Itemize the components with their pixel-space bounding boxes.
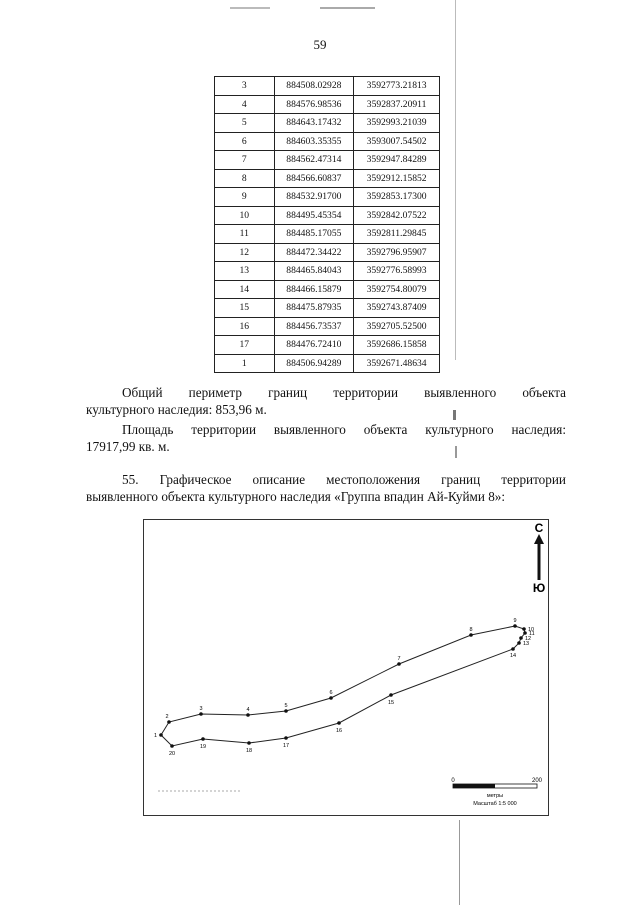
table-row bbox=[215, 132, 440, 151]
vertex-label: 16 bbox=[335, 728, 343, 734]
vertex-label: 19 bbox=[199, 744, 207, 750]
section-heading-line2: выявленного объекта культурного наследия «Группа впадин Ай-Куйми 8»: bbox=[86, 489, 506, 504]
table-row bbox=[215, 243, 440, 262]
perimeter-text-line1: Общий периметр границ территории выявленного объекта bbox=[122, 385, 566, 400]
boundary-vertex bbox=[167, 720, 171, 724]
x-coordinate-cell: 884465.84043 bbox=[274, 262, 354, 281]
boundary-vertex bbox=[337, 721, 341, 725]
y-coordinate-cell: 3592743.87409 bbox=[354, 299, 440, 318]
boundary-vertices bbox=[154, 618, 535, 757]
table-row bbox=[215, 225, 440, 244]
vertex-label: 15 bbox=[387, 700, 395, 706]
x-coordinate-cell: 884476.72410 bbox=[274, 336, 354, 355]
scan-artifact-line bbox=[455, 0, 456, 360]
scale-end-label: 200 bbox=[531, 778, 543, 784]
y-coordinate-cell: 3592705.52500 bbox=[354, 317, 440, 336]
boundary-vertex bbox=[519, 636, 523, 640]
y-coordinate-cell: 3592811.29845 bbox=[354, 225, 440, 244]
table-row bbox=[215, 114, 440, 133]
vertex-label: 8 bbox=[469, 627, 473, 633]
point-number-cell: 12 bbox=[215, 243, 275, 262]
y-coordinate-cell: 3592842.07522 bbox=[354, 206, 440, 225]
south-label: Ю bbox=[532, 581, 546, 595]
vertex-label: 9 bbox=[513, 618, 517, 624]
boundary-vertex bbox=[329, 696, 333, 700]
table-row bbox=[215, 317, 440, 336]
boundary-vertex bbox=[159, 733, 163, 737]
vertex-label: 4 bbox=[246, 707, 250, 713]
boundary-vertex bbox=[517, 641, 521, 645]
y-coordinate-cell: 3592686.15858 bbox=[354, 336, 440, 355]
coordinates-table bbox=[214, 76, 440, 373]
point-number-cell: 6 bbox=[215, 132, 275, 151]
table-row bbox=[215, 169, 440, 188]
point-number-cell: 7 bbox=[215, 151, 275, 170]
boundary-vertex bbox=[284, 736, 288, 740]
boundary-vertex bbox=[513, 624, 517, 628]
y-coordinate-cell: 3592853.17300 bbox=[354, 188, 440, 207]
boundary-vertex bbox=[199, 712, 203, 716]
scale-bar bbox=[453, 784, 537, 788]
boundary-vertex bbox=[469, 633, 473, 637]
table-row bbox=[215, 151, 440, 170]
scan-artifact-smudge bbox=[230, 7, 270, 9]
section-heading-line1: 55. Графическое описание местоположения границ территории bbox=[122, 472, 566, 487]
boundary-vertex bbox=[523, 631, 527, 635]
vertex-label: 18 bbox=[245, 748, 253, 754]
table-row bbox=[215, 280, 440, 299]
vertex-label: 7 bbox=[397, 656, 401, 662]
x-coordinate-cell: 884603.35355 bbox=[274, 132, 354, 151]
x-coordinate-cell: 884643.17432 bbox=[274, 114, 354, 133]
vertex-label: 11 bbox=[529, 631, 535, 637]
x-coordinate-cell: 884495.45354 bbox=[274, 206, 354, 225]
x-coordinate-cell: 884485.17055 bbox=[274, 225, 354, 244]
table-row bbox=[215, 206, 440, 225]
boundary-vertex bbox=[522, 627, 526, 631]
scan-artifact-mark bbox=[455, 446, 457, 458]
table-row bbox=[215, 354, 440, 373]
boundary-vertex bbox=[389, 693, 393, 697]
scale-start-label: 0 bbox=[451, 778, 455, 784]
point-number-cell: 17 bbox=[215, 336, 275, 355]
x-coordinate-cell: 884562.47314 bbox=[274, 151, 354, 170]
y-coordinate-cell: 3592796.95907 bbox=[354, 243, 440, 262]
x-coordinate-cell: 884456.73537 bbox=[274, 317, 354, 336]
vertex-label: 5 bbox=[284, 703, 288, 709]
vertex-label: 2 bbox=[165, 714, 169, 720]
vertex-label: 17 bbox=[282, 743, 290, 749]
vertex-label: 1 bbox=[153, 733, 157, 739]
y-coordinate-cell: 3592993.21039 bbox=[354, 114, 440, 133]
x-coordinate-cell: 884506.94289 bbox=[274, 354, 354, 373]
y-coordinate-cell: 3592947.84289 bbox=[354, 151, 440, 170]
area-text-line1: Площадь территории выявленного объекта культурного наследия: bbox=[122, 422, 566, 437]
vertex-label: 13 bbox=[523, 641, 530, 647]
y-coordinate-cell: 3592912.15852 bbox=[354, 169, 440, 188]
point-number-cell: 16 bbox=[215, 317, 275, 336]
x-coordinate-cell: 884475.87935 bbox=[274, 299, 354, 318]
table-row bbox=[215, 188, 440, 207]
boundary-map bbox=[143, 519, 549, 816]
boundary-vertex bbox=[246, 713, 250, 717]
x-coordinate-cell: 884532.91700 bbox=[274, 188, 354, 207]
boundary-vertex bbox=[397, 662, 401, 666]
boundary-vertex bbox=[201, 737, 205, 741]
page-number: 59 bbox=[313, 37, 327, 52]
table-row bbox=[215, 95, 440, 114]
north-label: С bbox=[534, 521, 544, 535]
vertex-label: 10 bbox=[528, 627, 535, 633]
y-coordinate-cell: 3592671.48634 bbox=[354, 354, 440, 373]
table-row bbox=[215, 336, 440, 355]
boundary-vertex bbox=[511, 647, 515, 651]
vertex-label: 6 bbox=[329, 690, 333, 696]
x-coordinate-cell: 884508.02928 bbox=[274, 77, 354, 96]
perimeter-text-line2: культурного наследия: 853,96 м. bbox=[86, 402, 267, 417]
scan-artifact-line bbox=[459, 820, 460, 905]
point-number-cell: 4 bbox=[215, 95, 275, 114]
north-arrow-icon bbox=[534, 534, 544, 580]
vertex-label: 12 bbox=[525, 636, 532, 642]
scale-ratio-label: Масштаб 1:5 000 bbox=[473, 801, 517, 807]
y-coordinate-cell: 3592773.21813 bbox=[354, 77, 440, 96]
x-coordinate-cell: 884576.98536 bbox=[274, 95, 354, 114]
point-number-cell: 1 bbox=[215, 354, 275, 373]
point-number-cell: 15 bbox=[215, 299, 275, 318]
scale-unit-label: метры bbox=[486, 793, 504, 799]
point-number-cell: 11 bbox=[215, 225, 275, 244]
vertex-label: 14 bbox=[509, 653, 517, 659]
table-row bbox=[215, 262, 440, 281]
point-number-cell: 10 bbox=[215, 206, 275, 225]
y-coordinate-cell: 3592754.80079 bbox=[354, 280, 440, 299]
point-number-cell: 9 bbox=[215, 188, 275, 207]
table-row bbox=[215, 77, 440, 96]
boundary-map-drawing bbox=[144, 520, 550, 817]
scan-artifact-smudge bbox=[320, 7, 375, 9]
x-coordinate-cell: 884566.60837 bbox=[274, 169, 354, 188]
table-row bbox=[215, 299, 440, 318]
point-number-cell: 13 bbox=[215, 262, 275, 281]
vertex-label: 20 bbox=[168, 751, 176, 757]
boundary-vertex bbox=[170, 744, 174, 748]
scan-artifact-mark bbox=[453, 410, 456, 420]
point-number-cell: 14 bbox=[215, 280, 275, 299]
point-number-cell: 8 bbox=[215, 169, 275, 188]
territory-boundary bbox=[161, 626, 525, 746]
x-coordinate-cell: 884466.15879 bbox=[274, 280, 354, 299]
point-number-cell: 3 bbox=[215, 77, 275, 96]
y-coordinate-cell: 3593007.54502 bbox=[354, 132, 440, 151]
boundary-vertex bbox=[247, 741, 251, 745]
boundary-vertex bbox=[284, 709, 288, 713]
area-text-line2: 17917,99 кв. м. bbox=[86, 439, 170, 454]
y-coordinate-cell: 3592837.20911 bbox=[354, 95, 440, 114]
x-coordinate-cell: 884472.34422 bbox=[274, 243, 354, 262]
vertex-label: 3 bbox=[199, 706, 203, 712]
y-coordinate-cell: 3592776.58993 bbox=[354, 262, 440, 281]
point-number-cell: 5 bbox=[215, 114, 275, 133]
